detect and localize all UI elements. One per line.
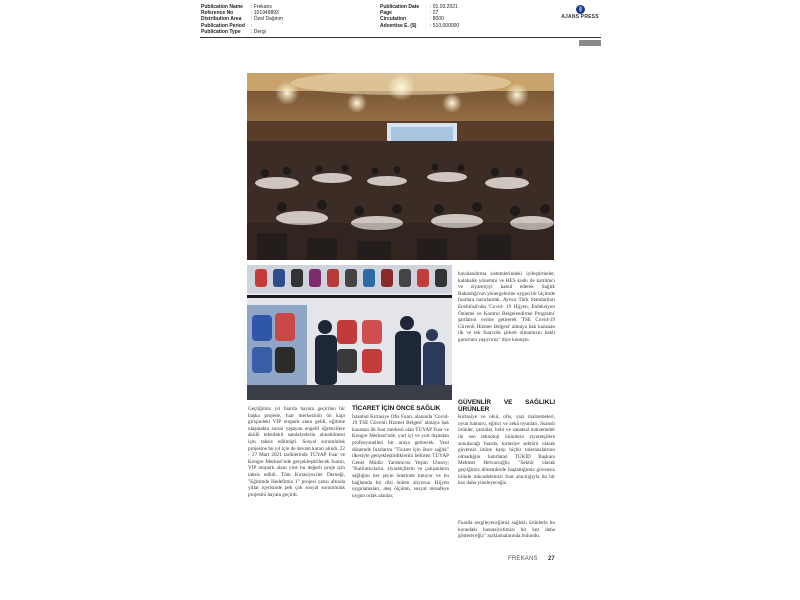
- meta-key: Circulation: [380, 16, 407, 23]
- article-column-right-top: havalandırma sistemlerindeki iyileştirmeler, kalabalık yönetimi ve HES kodu ile katılımcı ve ziyaretçiyi kabul ederek Sağlık Bakanlığı'nın yönergelerine uygun bir biçimde fuarlara hazırlandık. Ayrıca Türk Standartları Enstitüsü'nün 'Covid- 19 Hijyen, Enfeksiyon Önleme ve Kontrol Belgelendirme Programı' şartlarını yerine getirerek 'TSE Covid-19 Güvenli Hizmet Belgesi' almaya hak kazanan ilk ve tek fuarcılık şirketi olmamızın haklı gururunu yaşıyoruz" diye konuştu.: [458, 271, 555, 343]
- ajans-press-logo: AJANS PRESS: [560, 5, 600, 20]
- article-column-1: Geçtiğimiz yıl fuarda hayata geçirilen bir başka projede, fuar merkezinin ön kapı girişindeki VIP otopark alanı geldi, eğitime ulaşmakta sorun yaşayan engelli öğrencilere akülü tekerlekli sandalyelerin alınabilmesi için tahsis edilmişti. Sosyal sorumluluk projesine bu yıl için de devam kararı alındı. 22 - 27 Mart 2021 tarihlerinde TÜYAP Fuar ve Kongre Merkezi'nde gerçekleştirilecek fuarın, VIP otopark alanı yine bu değerli proje için tahsis edildi. Tüm Kırtasiyeciler Derneği, "Eğitimde Hedefimiz 1" projesi çatısı altında yıllar içerisinde pek çok sosyal sorumluluk projesini hayata geçirdi.: [248, 406, 345, 498]
- page-marker: [579, 40, 601, 46]
- article-closing-paragraph: Fuarda sergileyeceğimiz sağlıklı ürünlerle bu konudaki hassasiyetimizi bir kez daha göstereceğiz" açıklamalarında bulundu.: [458, 520, 555, 540]
- meta-value: : 8000: [430, 16, 444, 23]
- meta-value: :: [251, 22, 253, 29]
- meta-value: : Özel Dağıtım: [251, 16, 283, 23]
- meta-value: : 01.03.2021: [430, 4, 458, 10]
- meta-row: [380, 23, 459, 29]
- header-divider: [200, 37, 601, 38]
- meta-value: : 27: [430, 10, 439, 17]
- publication-meta-left: [201, 4, 283, 35]
- section-heading: GÜVENLİR VE SAĞLIKLI ÜRÜNLER: [458, 399, 555, 413]
- meta-key: Publication Period: [201, 22, 245, 29]
- meta-key: Distribution Area: [201, 16, 242, 23]
- section-heading: TİCARET İÇİN ÖNCE SAĞLIK: [352, 405, 441, 412]
- meta-key: Advertise E. ($): [380, 22, 417, 29]
- meta-key: Publication Type: [201, 28, 241, 35]
- meta-value: : Frekans: [251, 4, 272, 10]
- meta-key: Page: [380, 10, 392, 17]
- meta-key: Publication Date: [380, 4, 420, 10]
- article-column-right-bottom: GÜVENLİR VE SAĞLIKLI ÜRÜNLER Kırtasiye ve okul, ofis, yazı malzemeleri, oyun hamuru, eğitici ve zekâ oyunları, lisanslı ürünler, çantalar, hobi ve sanatsal malzemeler ile son teknoloji ürünlerin ziyaretçilere sunulacağı fuarda, kırtasiye sektörü olarak güvensiz ürüne karşı hiçbir toleranslarının olmadığını hatırlatan TÜKİD Başkanı Mehmet Helvacıoğlu; "Sektör olarak geçtiğimiz dönemlerde başlattığımız güvensiz ürünle mücadelemizi fuar aracılığıyla da bir kez daha yineleyeceğiz.: [458, 399, 555, 487]
- globe-icon: [576, 5, 585, 14]
- meta-value: : Dergi: [251, 28, 266, 35]
- magazine-name: FREKANS: [508, 556, 538, 562]
- article-column-2: TİCARET İÇİN ÖNCE SAĞLIK İstanbul Kırtasiye Ofis Fuarı, alanında 'Covid-19 TSE Güvenli Hizmet Belgesi' almaya hak kazanan ilk fuar merkezi olan TÜYAP Fuar ve Kongre Merkezi'nde, yurt içi ve yurt dışından profesyonelleri bir araya getirecek. Yeni dönemde fuarlarını "Ticaret için önce sağlık" ilkesiyle gerçekleştirdiklerini belirten TÜYAP Genel Müdür Yardımcısı Yeşim Ulusoy; "Katılımcıların, ziyaretçilerin ve çalışanların sağlığını her şeyin önerinde tutuyor ve bu bağlamda bir dizi önlem alıyoruz. Hijyen uygulamaları, ateş ölçümü, sosyal mesafeye uygun ortak alanlar,: [352, 405, 449, 499]
- fair-stand-photo: [247, 265, 452, 400]
- meta-value: : 101949893: [251, 10, 279, 17]
- publication-meta-right: [380, 4, 459, 29]
- meta-row: [201, 29, 283, 35]
- page-number: 27: [548, 556, 555, 562]
- meta-key: Publication Name: [201, 4, 243, 10]
- event-hall-photo: [247, 73, 554, 260]
- meta-key: Reference No: [201, 10, 234, 17]
- meta-value: : 510,000000: [430, 22, 460, 29]
